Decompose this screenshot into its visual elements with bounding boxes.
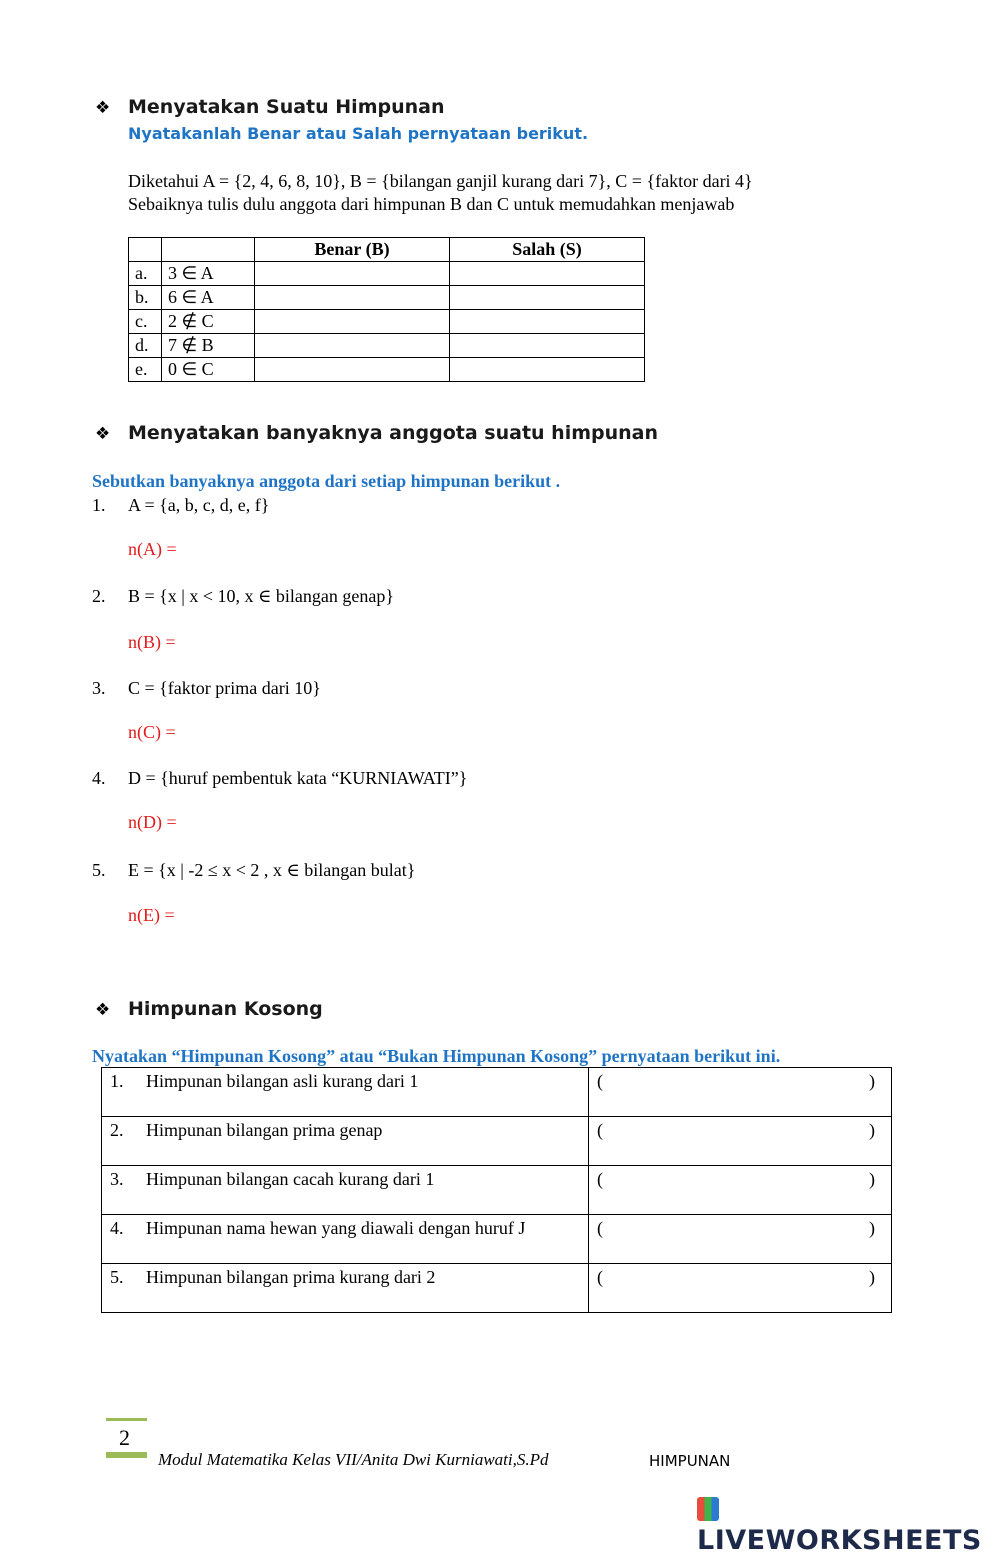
section2-instruction: Sebutkan banyaknya anggota dari setiap himpunan berikut . [92,471,561,491]
bullet-icon: ❖ [95,98,111,118]
footer-divider [106,1418,147,1421]
item-number: 1. [92,495,106,515]
table-row [102,1215,892,1264]
footer-bar [106,1452,147,1458]
bullet-icon: ❖ [95,424,111,444]
answer-label[interactable]: n(E) = [128,905,175,925]
table-row [129,310,645,334]
item-text: D = {huruf pembentuk kata “KURNIAWATI”} [128,768,468,788]
true-false-table [128,237,645,382]
header-cell [129,238,162,262]
table-row [102,1117,892,1166]
row-statement: Himpunan nama hewan yang diawali dengan huruf J [146,1218,526,1238]
answer-cell[interactable] [589,1068,892,1117]
close-paren: ) [869,1169,875,1189]
section2-heading: Menyatakan banyaknya anggota suatu himpunan [128,422,659,444]
item-number: 5. [92,860,106,880]
row-number: 3. [110,1169,124,1189]
table-row [102,1068,892,1117]
benar-answer-cell[interactable] [255,358,450,382]
item-text: C = {faktor prima dari 10} [128,678,321,698]
brand-logo[interactable] [697,1494,1000,1556]
table-header-row [129,238,645,262]
liveworksheets-icon [697,1497,719,1521]
row-statement: 6 ∈ A [162,286,255,310]
section1-hint-line: Sebaiknya tulis dulu anggota dari himpunan B dan C untuk memudahkan menjawab [128,194,735,214]
item-text: E = {x | -2 ≤ x < 2 , x ∈ bilangan bulat} [128,860,416,880]
header-benar: Benar (B) [255,238,450,262]
row-statement: 0 ∈ C [162,358,255,382]
row-label: c. [129,310,162,334]
row-statement: Himpunan bilangan prima genap [146,1120,383,1140]
answer-label[interactable]: n(B) = [128,632,176,652]
row-statement: Himpunan bilangan prima kurang dari 2 [146,1267,436,1287]
row-label: b. [129,286,162,310]
salah-answer-cell[interactable] [450,334,645,358]
header-salah: Salah (S) [450,238,645,262]
empty-set-table [101,1067,892,1313]
answer-cell[interactable] [589,1117,892,1166]
section1-heading: Menyatakan Suatu Himpunan [128,96,445,118]
close-paren: ) [869,1120,875,1140]
bullet-icon: ❖ [95,1000,111,1020]
statement-cell [102,1215,589,1264]
statement-cell [102,1068,589,1117]
open-paren: ( [597,1071,603,1091]
answer-cell[interactable] [589,1264,892,1313]
footer-module-text: Modul Matematika Kelas VII/Anita Dwi Kurniawati,S.Pd [158,1450,549,1469]
table-row [102,1264,892,1313]
section1-given-line: Diketahui A = {2, 4, 6, 8, 10}, B = {bilangan ganjil kurang dari 7}, C = {faktor dari 4} [128,171,753,191]
section1-instruction: Nyatakanlah Benar atau Salah pernyataan berikut. [128,124,589,143]
close-paren: ) [869,1071,875,1091]
table-row [102,1166,892,1215]
open-paren: ( [597,1120,603,1140]
salah-answer-cell[interactable] [450,286,645,310]
open-paren: ( [597,1267,603,1287]
row-label: e. [129,358,162,382]
statement-cell [102,1264,589,1313]
brand-name: LIVEWORKSHEETS [697,1525,982,1556]
table-row [129,262,645,286]
benar-answer-cell[interactable] [255,310,450,334]
benar-answer-cell[interactable] [255,262,450,286]
close-paren: ) [869,1218,875,1238]
answer-cell[interactable] [589,1215,892,1264]
page-number: 2 [119,1425,130,1450]
row-number: 4. [110,1218,124,1238]
statement-cell [102,1117,589,1166]
table-row [129,334,645,358]
salah-answer-cell[interactable] [450,310,645,334]
benar-answer-cell[interactable] [255,286,450,310]
open-paren: ( [597,1218,603,1238]
row-statement: Himpunan bilangan cacah kurang dari 1 [146,1169,435,1189]
statement-cell [102,1166,589,1215]
header-cell [162,238,255,262]
item-text: B = {x | x < 10, x ∈ bilangan genap} [128,586,394,606]
answer-label[interactable]: n(A) = [128,539,177,559]
section3-heading: Himpunan Kosong [128,998,323,1020]
section3-instruction: Nyatakan “Himpunan Kosong” atau “Bukan Himpunan Kosong” pernyataan berikut ini. [92,1046,781,1066]
row-label: a. [129,262,162,286]
answer-cell[interactable] [589,1166,892,1215]
row-statement: 2 ∉ C [162,310,255,334]
answer-label[interactable]: n(C) = [128,722,176,742]
salah-answer-cell[interactable] [450,358,645,382]
footer-topic: HIMPUNAN [649,1452,731,1470]
item-number: 4. [92,768,106,788]
close-paren: ) [869,1267,875,1287]
row-label: d. [129,334,162,358]
table-row [129,358,645,382]
salah-answer-cell[interactable] [450,262,645,286]
row-statement: 7 ∉ B [162,334,255,358]
row-number: 2. [110,1120,124,1140]
row-statement: Himpunan bilangan asli kurang dari 1 [146,1071,419,1091]
row-statement: 3 ∈ A [162,262,255,286]
answer-label[interactable]: n(D) = [128,812,177,832]
row-number: 5. [110,1267,124,1287]
item-number: 2. [92,586,106,606]
table-row [129,286,645,310]
item-text: A = {a, b, c, d, e, f} [128,495,270,515]
benar-answer-cell[interactable] [255,334,450,358]
open-paren: ( [597,1169,603,1189]
item-number: 3. [92,678,106,698]
row-number: 1. [110,1071,124,1091]
